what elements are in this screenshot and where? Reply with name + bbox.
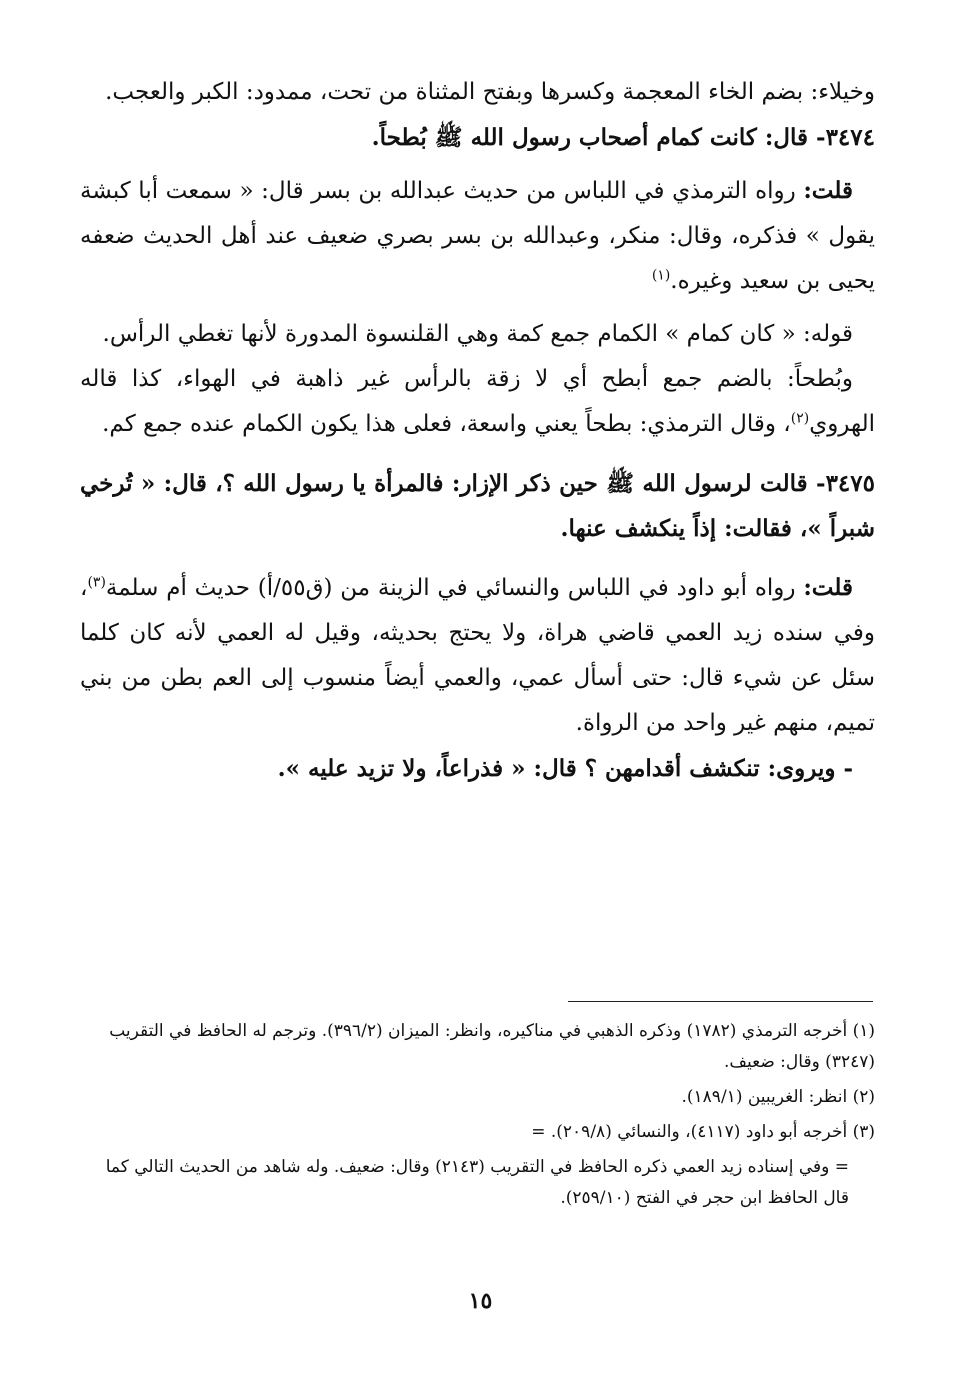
hadith-3475: ٣٤٧٥- قالت لرسول الله ﷺ حين ذكر الإزار: فالمرأة يا رسول الله ؟، قال: « تُرخي شبراً »، فقالت: إذاً ينكشف عنها. — [80, 470, 875, 542]
butha-text-b: ، وقال الترمذي: بطحاً يعني واسعة، فعلى هذا يكون الكمام عنده جمع كم. — [102, 411, 791, 437]
page-number: ١٥ — [468, 1288, 493, 1314]
paragraph-khuyala: وخيلاء: بضم الخاء المعجمة وكسرها وبفتح المثناة من تحت، ممدود: الكبر والعجب. — [105, 79, 875, 105]
paragraph-kamam: قوله: « كان كمام » الكمام جمع كمة وهي القلنسوة المدورة لأنها تغطي الرأس. — [102, 321, 853, 347]
footnote-3-continued: = وفي إسناده زيد العمي ذكره الحافظ في التقريب (٢١٤٣) وقال: ضعيف. وله شاهد من الحديث التالي كما قال الحافظ ابن حجر في الفتح (٢٥٩/١٠). — [105, 1157, 849, 1208]
yurwa-line: - ويروى: تنكشف أقدامهن ؟ قال: « فذراعاً، ولا تزيد عليه ». — [277, 755, 853, 782]
qultu-label: قلت: — [803, 177, 853, 204]
commentary-3475 — [80, 565, 875, 746]
commentary-text-a: رواه أبو داود في اللباس والنسائي في الزينة من (ق٥٥/أ) حديث أم سلمة — [105, 575, 796, 601]
footnote-2: (٢) انظر: الغريبين (١٨٩/١). — [681, 1087, 875, 1107]
footnote-1: (١) أخرجه الترمذي (١٧٨٢) وذكره الذهبي في مناكيره، وانظر: الميزان (٣٩٦/٢). وترجم له الحافظ في التقريب (٣٢٤٧) وقال: ضعيف. — [109, 1021, 875, 1072]
qultu-label: قلت: — [803, 574, 853, 601]
butha-text-a: وبُطحاً: بالضم جمع أبطح أي لا زقة بالرأس غير ذاهبة في الهواء، كذا قاله الهروي — [80, 366, 875, 437]
footnote-ref-2[interactable]: (٢) — [790, 410, 810, 427]
commentary-text-b: ، وفي سنده زيد العمي قاضي هراة، ولا يحتج بحديثه، وقيل له العمي لأنه كان كلما سئل عن شيء قال: حتى أسأل عمي، والعمي أيضاً منسوب إلى العم بطن من بني تميم، منهم غير واحد من الرواة. — [80, 575, 875, 736]
commentary-text: رواه الترمذي في اللباس من حديث عبدالله بن بسر قال: « سمعت أبا كبشة يقول » فذكره، وقال: منكر، وعبدالله بن بسر بصري ضعيف عند أهل الحديث ضعفه يحيى بن سعيد وغيره. — [80, 178, 875, 294]
paragraph-butha — [80, 357, 875, 447]
footnote-divider — [568, 1001, 873, 1002]
commentary-3474 — [80, 168, 875, 304]
hadith-3474: ٣٤٧٤- قال: كانت كمام أصحاب رسول الله ﷺ بُطحاً. — [371, 124, 875, 151]
footnote-3: (٣) أخرجه أبو داود (٤١١٧)، والنسائي (٢٠٩/٨). = — [531, 1122, 875, 1142]
footnotes — [85, 1016, 875, 1218]
footnote-ref-1[interactable]: (١) — [651, 267, 671, 284]
main-text — [80, 70, 875, 791]
footnote-ref-3[interactable]: (٣) — [87, 574, 106, 591]
